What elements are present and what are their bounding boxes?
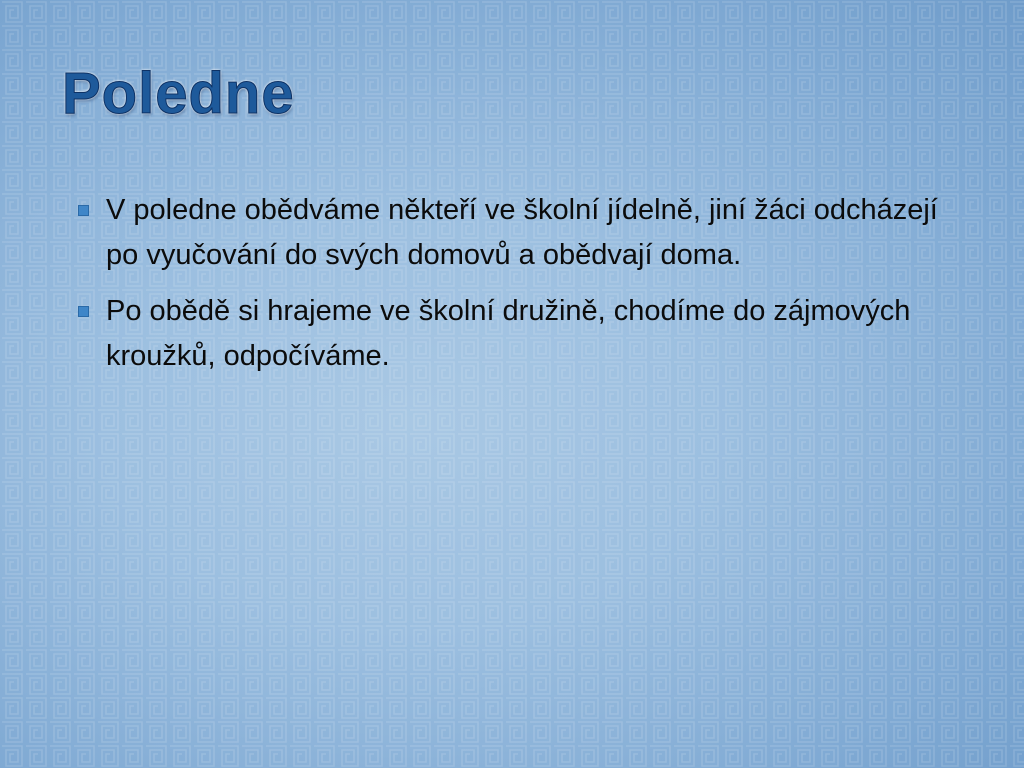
square-bullet-icon	[78, 205, 89, 216]
bullet-item	[76, 188, 966, 278]
bullet-list	[76, 188, 966, 390]
bullet-item	[76, 289, 966, 379]
slide-title: Poledne	[62, 61, 295, 126]
bullet-text: Po obědě si hrajeme ve školní družině, chodíme do zájmových kroužků, odpočíváme.	[106, 295, 911, 372]
square-bullet-icon	[78, 306, 89, 317]
bullet-text: V poledne obědváme někteří ve školní jídelně, jiní žáci odcházejí po vyučování do svých domovů a obědvají doma.	[106, 194, 938, 271]
